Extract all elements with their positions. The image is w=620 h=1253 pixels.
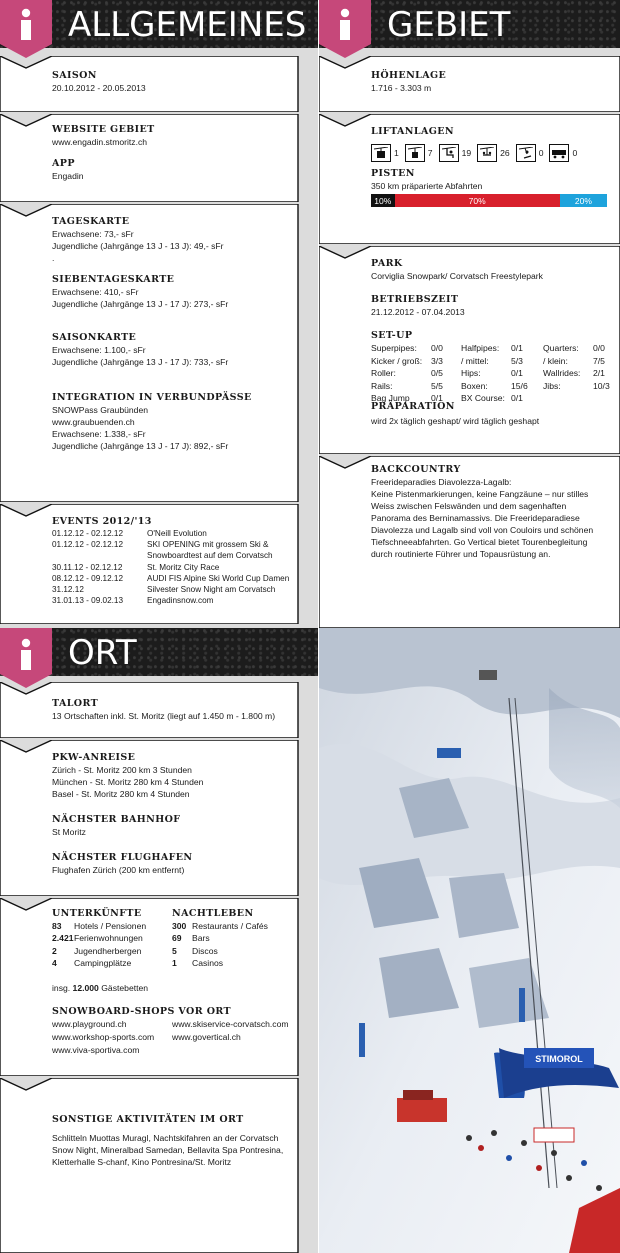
lift-t-bar (477, 144, 510, 162)
verbund-line: Jugendliche (Jahrgänge 13 J - 17 J): 892,- sFr (52, 441, 229, 451)
cable-car-icon (371, 144, 391, 162)
setup-label: Rails: (371, 380, 393, 391)
setup-table (371, 342, 610, 405)
nachtleben-list (172, 920, 312, 970)
setup-label: Roller: (371, 368, 396, 379)
event-date: 01.12.12 - 02.12.12 (52, 540, 124, 550)
nachtleben-heading: NACHTLEBEN (172, 908, 254, 919)
pkw-line: München - St. Moritz 280 km 4 Stunden (52, 777, 204, 787)
info-badge-gebiet (319, 0, 371, 60)
backcountry-line: Diavolezza und Lagalb sind voll von Couloirs und schönen (371, 525, 594, 535)
setup-label (543, 392, 593, 405)
events-table (52, 528, 306, 606)
verbund-line: SNOWPass Graubünden (52, 405, 149, 415)
pisten-value: 350 km präparierte Abfahrten (371, 181, 483, 191)
unterkunft-label: Hotels / Pensionen (74, 921, 147, 931)
hoehenlage-heading: HÖHENLAGE (371, 70, 447, 81)
setup-label: Hips: (461, 368, 481, 379)
saison-heading: SAISON (52, 70, 97, 81)
setup-value: 0/1 (511, 393, 523, 404)
unterkunft-label: Jugendherbergen (74, 945, 142, 956)
setup-value: 5/3 (511, 355, 523, 366)
event-date (52, 550, 147, 561)
panel-website (0, 114, 318, 202)
setup-label: Halfpipes: (461, 343, 500, 353)
website-heading: WEBSITE GEBIET (52, 124, 155, 135)
pisten-heading: PISTEN (371, 168, 415, 179)
tageskarte-heading: TAGESKARTE (52, 216, 130, 227)
event-name: St. Moritz City Race (147, 562, 220, 572)
hoehenlage-value: 1.716 - 3.303 m (371, 83, 432, 93)
info-badge-allgemeines (0, 0, 52, 56)
panel-park (319, 246, 620, 454)
sonstige-heading: SONSTIGE AKTIVITÄTEN IM ORT (52, 1114, 244, 1125)
gaestebetten-prefix: insg. (52, 982, 71, 993)
panel-backcountry (319, 456, 620, 628)
sonstige-line: Kletterhalle S-chanf, Kino Pontresina/St. Moritz (52, 1157, 232, 1167)
app-value: Engadin (52, 171, 84, 181)
lift-list (371, 144, 610, 162)
pisten-bar-segment: 10% (371, 194, 395, 207)
sonstige-line: Snow Night, Mineralbad Samedan, Bellavita Spa Pontresina, (52, 1145, 284, 1155)
setup-label: Wallrides: (543, 368, 581, 379)
panel-sonstige (0, 1078, 318, 1253)
talort-heading: TALORT (52, 698, 99, 709)
pkw-line: Zürich - St. Moritz 200 km 3 Stunden (52, 765, 192, 775)
bahnhof-heading: NÄCHSTER BAHNHOF (52, 814, 181, 825)
section-title-allgemeines: ALLGEMEINES (68, 5, 307, 45)
lift-cable-car (371, 144, 399, 162)
snowpark-photo (319, 628, 620, 1253)
panel-hoehenlage (319, 56, 620, 112)
verbund-link[interactable]: www.graubuenden.ch (52, 417, 135, 427)
setup-label: / mittel: (461, 355, 489, 366)
panel-lifte (319, 114, 620, 244)
panel-saison (0, 56, 318, 112)
unterkunft-count: 4 (52, 958, 57, 969)
shop-link[interactable]: www.workshop-sports.com (52, 1031, 155, 1042)
panel-events (0, 504, 318, 624)
lift-count: 26 (500, 148, 510, 158)
praeparation-heading: PRÄPARATION (371, 400, 455, 412)
setup-value: 3/3 (431, 355, 443, 366)
setup-label: Quarters: (543, 343, 579, 353)
verbund-heading: INTEGRATION IN VERBUNDPÄSSE (52, 392, 252, 403)
shop-link[interactable]: www.playground.ch (52, 1018, 127, 1029)
lift-count: 0 (572, 148, 578, 158)
lift-chairlift (439, 144, 472, 162)
panel-preise (0, 204, 318, 502)
setup-value: 2/1 (593, 368, 605, 379)
nachtleben-label: Restaurants / Cafés (192, 921, 268, 931)
backcountry-heading: BACKCOUNTRY (371, 464, 461, 475)
betriebszeit-value: 21.12.2012 - 07.04.2013 (371, 307, 465, 317)
setup-value: 0/0 (593, 343, 605, 353)
sonstige-line: Schlitteln Muottas Muragl, Nachtskifahren an der Corvatsch (52, 1133, 279, 1143)
setup-value: 0/1 (431, 393, 443, 404)
nachtleben-count: 5 (172, 945, 177, 956)
nachtleben-count: 300 (172, 921, 187, 931)
setup-value: 7/5 (593, 355, 605, 366)
rack-railway-icon (549, 144, 569, 162)
gaestebetten-value: 12.000 (72, 982, 99, 993)
liftanlagen-heading: LIFTANLAGEN (371, 126, 454, 137)
event-date: 30.11.12 - 02.12.12 (52, 562, 123, 572)
backcountry-line: Keine Pistenmarkierungen, keine Fangzäune – nur stilles (371, 489, 589, 499)
tageskarte-line: Jugendliche (Jahrgänge 13 J - 13 J): 49,- sFr (52, 241, 224, 251)
panel-anreise (0, 740, 318, 896)
right-column (319, 0, 620, 1253)
flughafen-heading: NÄCHSTER FLUGHAFEN (52, 852, 193, 863)
setup-heading: SET-UP (371, 330, 413, 341)
event-name: Snowboardtest auf dem Corvatsch (147, 551, 273, 561)
event-name: AUDI FIS Alpine Ski World Cup Damen (147, 573, 290, 583)
unterkunft-label: Ferienwohnungen (74, 933, 143, 944)
setup-label: Jibs: (543, 380, 561, 391)
saisonkarte-heading: SAISONKARTE (52, 332, 137, 343)
shop-link[interactable]: www.govertical.ch (172, 1031, 241, 1042)
siebentageskarte-line: Jugendliche (Jahrgänge 13 J - 17 J): 273,- sFr (52, 299, 229, 309)
betriebszeit-heading: BETRIEBSZEIT (371, 294, 459, 305)
siebentageskarte-heading: SIEBENTAGESKARTE (52, 274, 175, 285)
pisten-bar-segment: 20% (560, 194, 607, 207)
event-date: 08.12.12 - 09.12.12 (52, 573, 124, 583)
shop-link (172, 1044, 312, 1057)
setup-value (593, 392, 620, 405)
shop-link[interactable]: www.viva-sportiva.com (52, 1044, 140, 1055)
setup-label: Boxen: (461, 380, 488, 391)
backcountry-line: Freerideparadies Diavolezza-Lagalb: (371, 477, 512, 487)
event-date: 31.01.13 - 09.02.13 (52, 596, 124, 606)
lift-gondola (405, 144, 433, 162)
backcountry-line: Weiss zwischen Felswänden und dem sagenhaften (371, 501, 567, 511)
website-link[interactable]: www.engadin.stmoritz.ch (52, 137, 148, 147)
nachtleben-label: Casinos (192, 958, 224, 969)
panel-talort (0, 682, 318, 738)
section-title-gebiet: GEBIET (387, 5, 511, 45)
backcountry-line: Panorama des Berninamassivs. Die Freerideparadiese (371, 513, 580, 523)
shop-link[interactable]: www.skiservice-corvatsch.com (172, 1018, 289, 1029)
unterkuenfte-heading: UNTERKÜNFTE (52, 908, 142, 919)
nachtleben-count: 1 (172, 958, 177, 969)
event-name: SKI OPENING mit grossem Ski & (147, 540, 269, 550)
setup-label: Kicker / groß: (371, 355, 423, 366)
nachtleben-label: Bars (192, 933, 210, 944)
lift-count: 7 (427, 148, 433, 158)
tageskarte-line: . (52, 253, 55, 263)
setup-label: Superpipes: (371, 343, 417, 353)
unterkunft-count: 83 (52, 921, 62, 931)
verbund-line: Erwachsene: 1.338,- sFr (52, 429, 146, 439)
siebentageskarte-line: Erwachsene: 410,- sFr (52, 287, 139, 297)
unterkunft-count: 2.421 (52, 933, 74, 944)
saison-value: 20.10.2012 - 20.05.2013 (52, 83, 146, 93)
park-heading: PARK (371, 258, 403, 269)
event-date: 31.12.12 (52, 585, 84, 595)
setup-value: 0/1 (511, 368, 523, 379)
talort-value: 13 Ortschaften inkl. St. Moritz (liegt auf 1.450 m - 1.800 m) (52, 711, 276, 721)
event-date: 01.12.12 - 02.12.12 (52, 529, 124, 538)
setup-value: 15/6 (511, 380, 528, 391)
praeparation-value: wird 2x täglich geshapt/ wird täglich geshapt (371, 415, 540, 426)
drag-lift-icon (516, 144, 536, 162)
shops-heading: SNOWBOARD-SHOPS VOR ORT (52, 1005, 231, 1017)
pkw-line: Basel - St. Moritz 280 km 4 Stunden (52, 789, 190, 799)
gaestebetten-suffix: Gästebetten (101, 982, 149, 993)
setup-label: Bag Jump (371, 393, 410, 404)
lift-count: 19 (461, 148, 472, 158)
flughafen-value: Flughafen Zürich (200 km entfernt) (52, 865, 185, 875)
setup-label: BX Course: (461, 393, 505, 404)
shops-list (52, 1018, 306, 1057)
setup-value: 0/0 (431, 343, 443, 353)
gaestebetten-total (52, 982, 306, 994)
chairlift-icon (439, 144, 459, 162)
nachtleben-count: 69 (172, 933, 182, 944)
saisonkarte-line: Jugendliche (Jahrgänge 13 J - 17 J): 733,- sFr (52, 357, 229, 367)
stimorol-banner: STIMOROL (535, 1054, 583, 1064)
event-name[interactable]: Engadinsnow.com (147, 596, 214, 606)
lift-count: 0 (538, 148, 544, 158)
pisten-difficulty-bar (371, 194, 607, 207)
lift-count: 1 (394, 148, 399, 158)
setup-value: 0/1 (511, 343, 523, 353)
setup-value: 5/5 (431, 380, 443, 391)
park-value: Corviglia Snowpark/ Corvatsch Freestylepark (371, 271, 543, 281)
setup-label: / klein: (543, 355, 568, 366)
panel-unterkuenfte (0, 898, 318, 1076)
section-title-ort: ORT (68, 633, 137, 673)
events-heading: EVENTS 2012/'13 (52, 516, 152, 527)
tageskarte-line: Erwachsene: 73,- sFr (52, 229, 134, 239)
event-name: Silvester Snow Night am Corvatsch (147, 585, 276, 595)
event-name: O'Neill Evolution (147, 529, 207, 538)
pisten-bar-segment: 70% (395, 194, 560, 207)
t-bar-icon (477, 144, 497, 162)
unterkunft-label: Campingplätze (74, 958, 132, 969)
gondola-icon (405, 144, 425, 162)
backcountry-line: durch routinierte Führer und Topausrüstung an. (371, 549, 551, 559)
unterkuenfte-list (52, 920, 172, 970)
setup-value: 0/5 (431, 368, 443, 379)
info-badge-ort (0, 628, 52, 690)
backcountry-line: Tiefschneeabfahrten. Go Vertical bietet Tourenbegleitung (371, 537, 588, 547)
lift-rack-railway (549, 144, 577, 162)
pkw-heading: PKW-ANREISE (52, 752, 136, 763)
saisonkarte-line: Erwachsene: 1.100,- sFr (52, 345, 146, 355)
lift-drag (516, 144, 544, 162)
bahnhof-value: St Moritz (52, 827, 86, 837)
unterkunft-count: 2 (52, 945, 57, 956)
setup-value: 10/3 (593, 380, 610, 391)
nachtleben-label: Discos (192, 945, 218, 956)
app-heading: APP (52, 158, 75, 169)
